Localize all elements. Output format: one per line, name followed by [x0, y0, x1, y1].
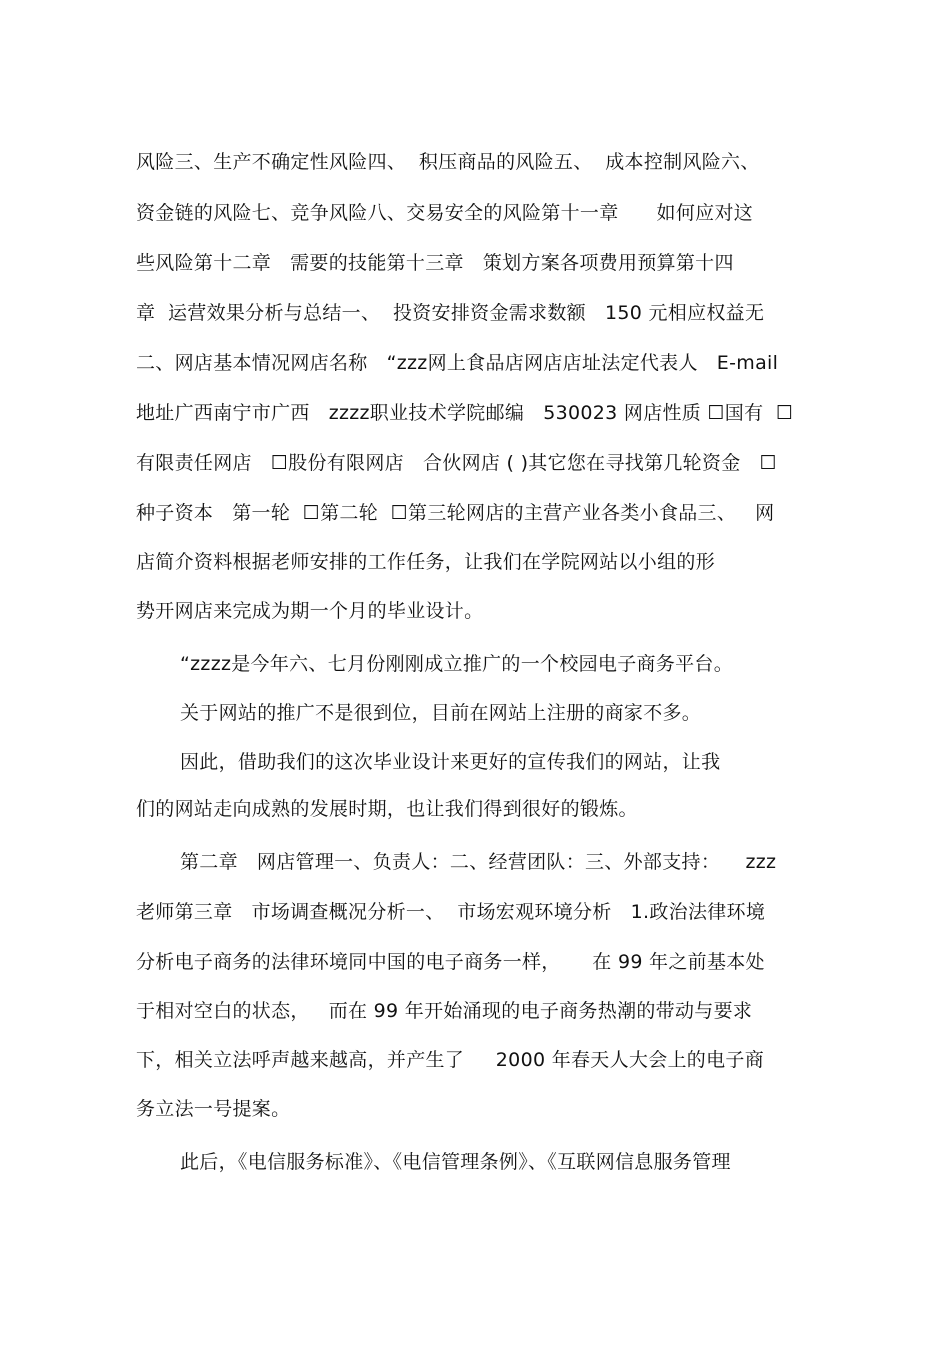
paragraph-line: 于相对空白的状态， 而在 99 年开始涌现的电子商务热潮的带动与要求: [136, 1000, 753, 1022]
paragraph-line: 势开网店来完成为期一个月的毕业设计。: [136, 600, 484, 622]
paragraph-line: 此后，《电信服务标准》、《电信管理条例》、《互联网信息服务管理: [180, 1151, 731, 1173]
paragraph-line: 们的网站走向成熟的发展时期，也让我们得到很好的锻炼。: [136, 798, 638, 820]
paragraph-line: 种子资本 第一轮 ☐第二轮 ☐第三轮网店的主营产业各类小食品三、 网: [136, 502, 775, 524]
paragraph-line: 关于网站的推广不是很到位，目前在网站上注册的商家不多。: [180, 702, 702, 724]
paragraph-line: 资金链的风险七、竞争风险八、交易安全的风险第十一章 如何应对这: [136, 202, 754, 224]
paragraph-line: 务立法一号提案。: [136, 1098, 291, 1120]
paragraph-line: 分析电子商务的法律环境同中国的电子商务一样， 在 99 年之前基本处: [136, 951, 765, 973]
paragraph-line: 有限责任网店 ☐股份有限网店 合伙网店 ( )其它您在寻找第几轮资金 ☐: [136, 452, 777, 474]
paragraph-line: 老师第三章 市场调查概况分析一、 市场宏观环境分析 1.政治法律环境: [136, 901, 766, 923]
paragraph-line: 风险三、生产不确定性风险四、 积压商品的风险五、 成本控制风险六、: [136, 151, 760, 173]
paragraph-line: 下，相关立法呼声越来越高，并产生了 2000 年春天人大会上的电子商: [136, 1049, 764, 1071]
paragraph-line: 章 运营效果分析与总结一、 投资安排资金需求数额 150 元相应权益无: [136, 302, 765, 324]
paragraph-line: 因此，借助我们的这次毕业设计来更好的宣传我们的网站，让我: [180, 751, 721, 773]
paragraph-line: 第二章 网店管理一、负责人：二、经营团队：三、外部支持： zzz: [180, 851, 777, 873]
paragraph-line: 些风险第十二章 需要的技能第十三章 策划方案各项费用预算第十四: [136, 252, 734, 274]
paragraph-line: 二、网店基本情况网店名称 “zzz网上食品店网店店址法定代表人 E-mail: [136, 352, 779, 374]
paragraph-line: 地址广西南宁市广西 zzzz职业技术学院邮编 530023 网店性质 ☐国有 ☐: [136, 402, 794, 424]
paragraph-line: “zzzz是今年六、七月份刚刚成立推广的一个校园电子商务平台。: [180, 653, 734, 675]
paragraph-line: 店简介资料根据老师安排的工作任务，让我们在学院网站以小组的形: [136, 551, 716, 573]
